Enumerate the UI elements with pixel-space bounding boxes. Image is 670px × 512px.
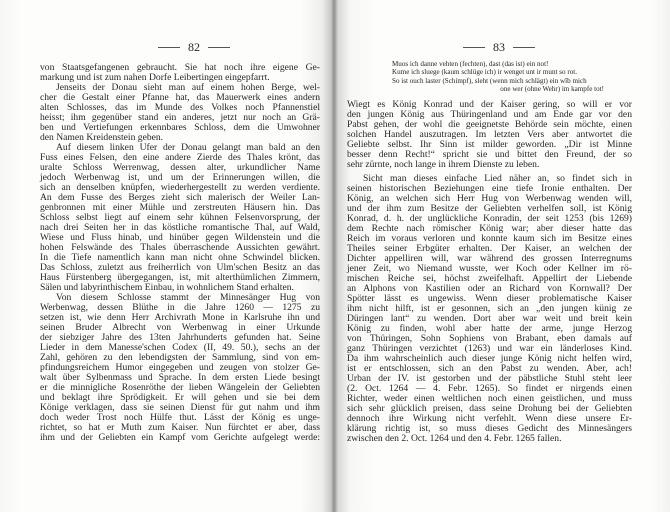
text-line: ihm und der Geliebten ein Kampf vom Gerichte aufgelegt werde:: [40, 432, 320, 443]
text-line: sich an denselben knüpfen, wiederhergestellt zu werden verdiente.: [40, 182, 320, 193]
text-line: an Alphons von Kastilien oder an Richard von Kornwall? Der: [347, 283, 632, 294]
page-number-rule: [208, 47, 230, 48]
text-line: den jungen König aus Thüringenland und am Ende gar vor den: [347, 109, 632, 120]
text-line: pfindungsreichem Humor eingegeben und zeugen von stolzer Ge-: [40, 362, 320, 373]
text-line: Geliebte selbst. Ihr Sinn ist milder geworden. „Dir ist Minne: [347, 139, 632, 150]
text-line: von Thüringen, Sohn Sophiens von Brabant, eben damals auf: [347, 333, 632, 344]
text-line: cher die Gestalt einer Pfanne hat, das Mauerwerk eines andern: [40, 92, 320, 103]
text-line: Lieder in dem Manesse'schen Codex (II, 49. 50.), sechs an der: [40, 342, 320, 353]
text-line: und der ihm zum Besitze der Geliebten verhelfen soll, ist König: [347, 203, 632, 214]
text-line: hohen Felswände des Thales überraschende Aussichten gewährt.: [40, 242, 320, 253]
page-number-rule: [158, 47, 180, 48]
text-line: ist er entschlossen, sich an den Pabst zu wenden. Aber, ach!: [347, 363, 632, 374]
poem-line: So ist ouch laster (Schimpf), sleht (wenn mich schlägt) ein wîb mich: [392, 76, 587, 85]
text-line: An dem Fusse des Berges zieht sich malerisch der Weiler Lan-: [40, 192, 320, 203]
text-line: nach drei Seiten her in das köstliche romantische Thal, auf Wald,: [40, 222, 320, 233]
text-line: Pabst gehen, der wohl die geeignetste Behörde sein möchte, einen: [347, 119, 632, 130]
page-number-text: 82: [188, 40, 200, 54]
text-line: besser denn Recht!“ spricht sie und bittet den Freund, der so: [347, 149, 632, 160]
text-line: jener Zeit, wo Niemand wusste, wer Koch oder Kellner im rö-: [347, 263, 632, 274]
text-line: seinen historischen Beziehungen eine tiefe Ironie enthalten. Der: [347, 183, 632, 194]
text-line: setzen ist, wie denn Herr Archivrath Mone in Karlsruhe ihn und: [40, 312, 320, 323]
right-page-number: [463, 40, 535, 55]
poem-line: Kume ich sluege (kaum schlüge ich) ir wenget unt ir munt so rot.: [392, 68, 577, 77]
text-line: genbronnen mit einer Mühle und zerstreuten Häusern hin. Das: [40, 202, 320, 213]
text-line: markung und ist zum nahen Dorfe Leibertingen eingepfarrt.: [40, 72, 270, 83]
text-line: Wiese und Fluss hinab, und hinüber gegen Wildenstein und die: [40, 232, 320, 243]
text-line: sich sehr glücklich preisen, dass seine Drohung bei der Geliebten: [347, 403, 632, 414]
poem-quote: [392, 60, 604, 94]
page-number-rule: [513, 47, 535, 48]
text-line: Konrad, d. h. der unglückliche Konradin, der seit 1253 (bis 1269): [347, 213, 632, 224]
text-line: (2. Oct. 1264 — 4. Febr. 1265). So findet er nirgends einen: [347, 383, 632, 394]
text-line: In die Tiefe namentlich kann man nicht ohne Schwindel blicken.: [40, 252, 320, 263]
text-line: König zu finden, wohl aber hatte der arme, junge Herzog: [347, 323, 632, 334]
text-line: Theiles seiner Erbgüter erhalten. Der Kaiser, an welchen der: [347, 243, 632, 254]
text-line: Da ihm wahrscheinlich auch dieser junge König nicht helfen wird,: [347, 353, 632, 364]
text-line: den Namen Kreidenstein geben.: [40, 132, 164, 143]
text-line: Wiegt es König Konrad und der Kaiser gering, so will er vor: [347, 99, 632, 110]
text-line: Das Schloss, zuletzt aus freiherrlich von Ulm'schen Besitz an das: [40, 262, 320, 273]
text-line: solchen Handel auszutragen. Im letzten Vers aber antwortet die: [347, 129, 632, 140]
text-line: jedoch Werbenwag ist, und um der Erinnerungen willen, die: [40, 172, 320, 183]
text-line: Sälen und labyrinthischem Einbau, in wohnlichem Stand erhalten.: [40, 282, 294, 293]
text-line: Schloss selbst liegt auf einem sehr kühnen Felsenvorsprung, der: [40, 212, 320, 223]
text-line: Auf diesem linken Ufer der Donau gelangt man bald an den: [56, 142, 320, 153]
text-line: klärung richtig ist, so muss dieses Gedicht des Minnesängers: [347, 423, 632, 434]
right-page-body: [347, 100, 632, 444]
text-line: Richter, weder einen weltlichen noch einen geistlichen, und muss: [347, 393, 632, 404]
text-line: Könige verklagen, dass sie seinen Dienst für gut nahm und ihm: [40, 402, 320, 413]
text-line: ganz Thüringen verzichtet (1263) und war ein länderloses Kind.: [347, 343, 632, 354]
text-line: Dichter appelliren will, war während des grossen Interregnums: [347, 253, 632, 264]
left-page-number: [158, 40, 230, 55]
text-line: und beklagt ihre Sprödigkeit. Er will gehen und sie bei dem: [40, 392, 320, 403]
text-line: Fuss eines Felsen, den eine andere Zierde des Thales krönt, das: [40, 152, 320, 163]
text-line: Düringen lant“ zu wenden. Dort aber war weit und breit kein: [347, 313, 632, 324]
text-line: uralte Schloss Werrenwag, dessen alter, urkundlicher Name: [40, 162, 320, 173]
text-line: mischen Reiche sei, höchst zweifelhaft. Appellirt der Liebende: [347, 273, 632, 284]
text-line: seinen Bruder Albrecht von Werbenwag in einer Urkunde: [40, 322, 320, 333]
page-number-text: 83: [493, 40, 505, 54]
text-line: Haus Fürstenberg übergegangen, ist, mit alterthümlichen Zimmern,: [40, 272, 320, 283]
text-line: Urban der IV. ist gestorben und der päbstliche Stuhl steht leer: [347, 373, 632, 384]
text-line: er die minnigliche Rosenröthe der lieben Wängelein der Geliebten: [40, 382, 320, 393]
text-line: alten Schlosses, das im Munde des Volkes noch Pfannenstiel: [40, 102, 320, 113]
text-line: König, an welchen sich Herr Hug von Werbenwag wenden will,: [347, 193, 632, 204]
text-line: der siebziger Jahre des 13ten Jahrhunderts gefunden hat. Seine: [40, 332, 320, 343]
text-line: walt über Sylbenmass und Sprache. In dem ersten Liede besingt: [40, 372, 320, 383]
text-line: doch weder Trost noch Hülfe thut. Lässt der König es unge-: [40, 412, 320, 423]
text-line: zwischen den 2. Oct. 1264 und den 4. Febr. 1265 fallen.: [347, 433, 562, 444]
text-line: dennoch ihre Wirkung nicht verfehlt. Wenn diese unsere Er-: [347, 413, 632, 424]
text-line: Jenseits der Donau sieht man auf einem hohen Berge, wel-: [56, 82, 320, 93]
text-line: sehr zürnte, noch lange in ihrem Dienste zu leben.: [347, 159, 540, 170]
page-number-rule: [463, 47, 485, 48]
text-line: von Staatsgefangenen gebraucht. Sie hat noch ihre eigene Ge-: [40, 62, 320, 73]
left-page-body: [40, 63, 320, 443]
text-line: ben und Vertiefungen erkennbares Schloss, dem die Umwohner: [40, 122, 320, 133]
text-line: Spötter lässt es ungewiss. Wenn dieser problematische Kaiser: [347, 293, 632, 304]
text-line: Zahl, gehören zu den lebendigsten der Sammlung, sind von em-: [40, 352, 320, 363]
text-line: Reich im voraus verloren und konnte kaum sich im Besitze eines: [347, 233, 632, 244]
text-line: ihm nicht hilft, ist er gesonnen, sich an „den jungen künig ze: [347, 303, 632, 314]
text-line: richtet, so hat er Muth zum Kaiser. Nun fürchtet er aber, dass: [40, 422, 320, 433]
text-line: dem Rechte nach römischer König war; aber dieser hatte das: [347, 223, 632, 234]
text-line: Von diesem Schlosse stammt der Minnesänger Hug von: [56, 292, 320, 303]
poem-line: Muos ich danne vehten (fechten), dast (das ist) ein not!: [392, 60, 549, 68]
text-line: Sicht man dieses einfache Lied näher an, so findet sich in: [363, 173, 632, 184]
text-line: heisst; ihm gegenüber stand ein anderes, jetzt nur noch an Grä-: [40, 112, 320, 123]
text-line: Werbenwag, dessen Blüthe in die Jahre 1260 — 1275 zu: [40, 302, 320, 313]
poem-line: one wer (ohne Wehr) im kampfe tot!: [500, 85, 604, 94]
